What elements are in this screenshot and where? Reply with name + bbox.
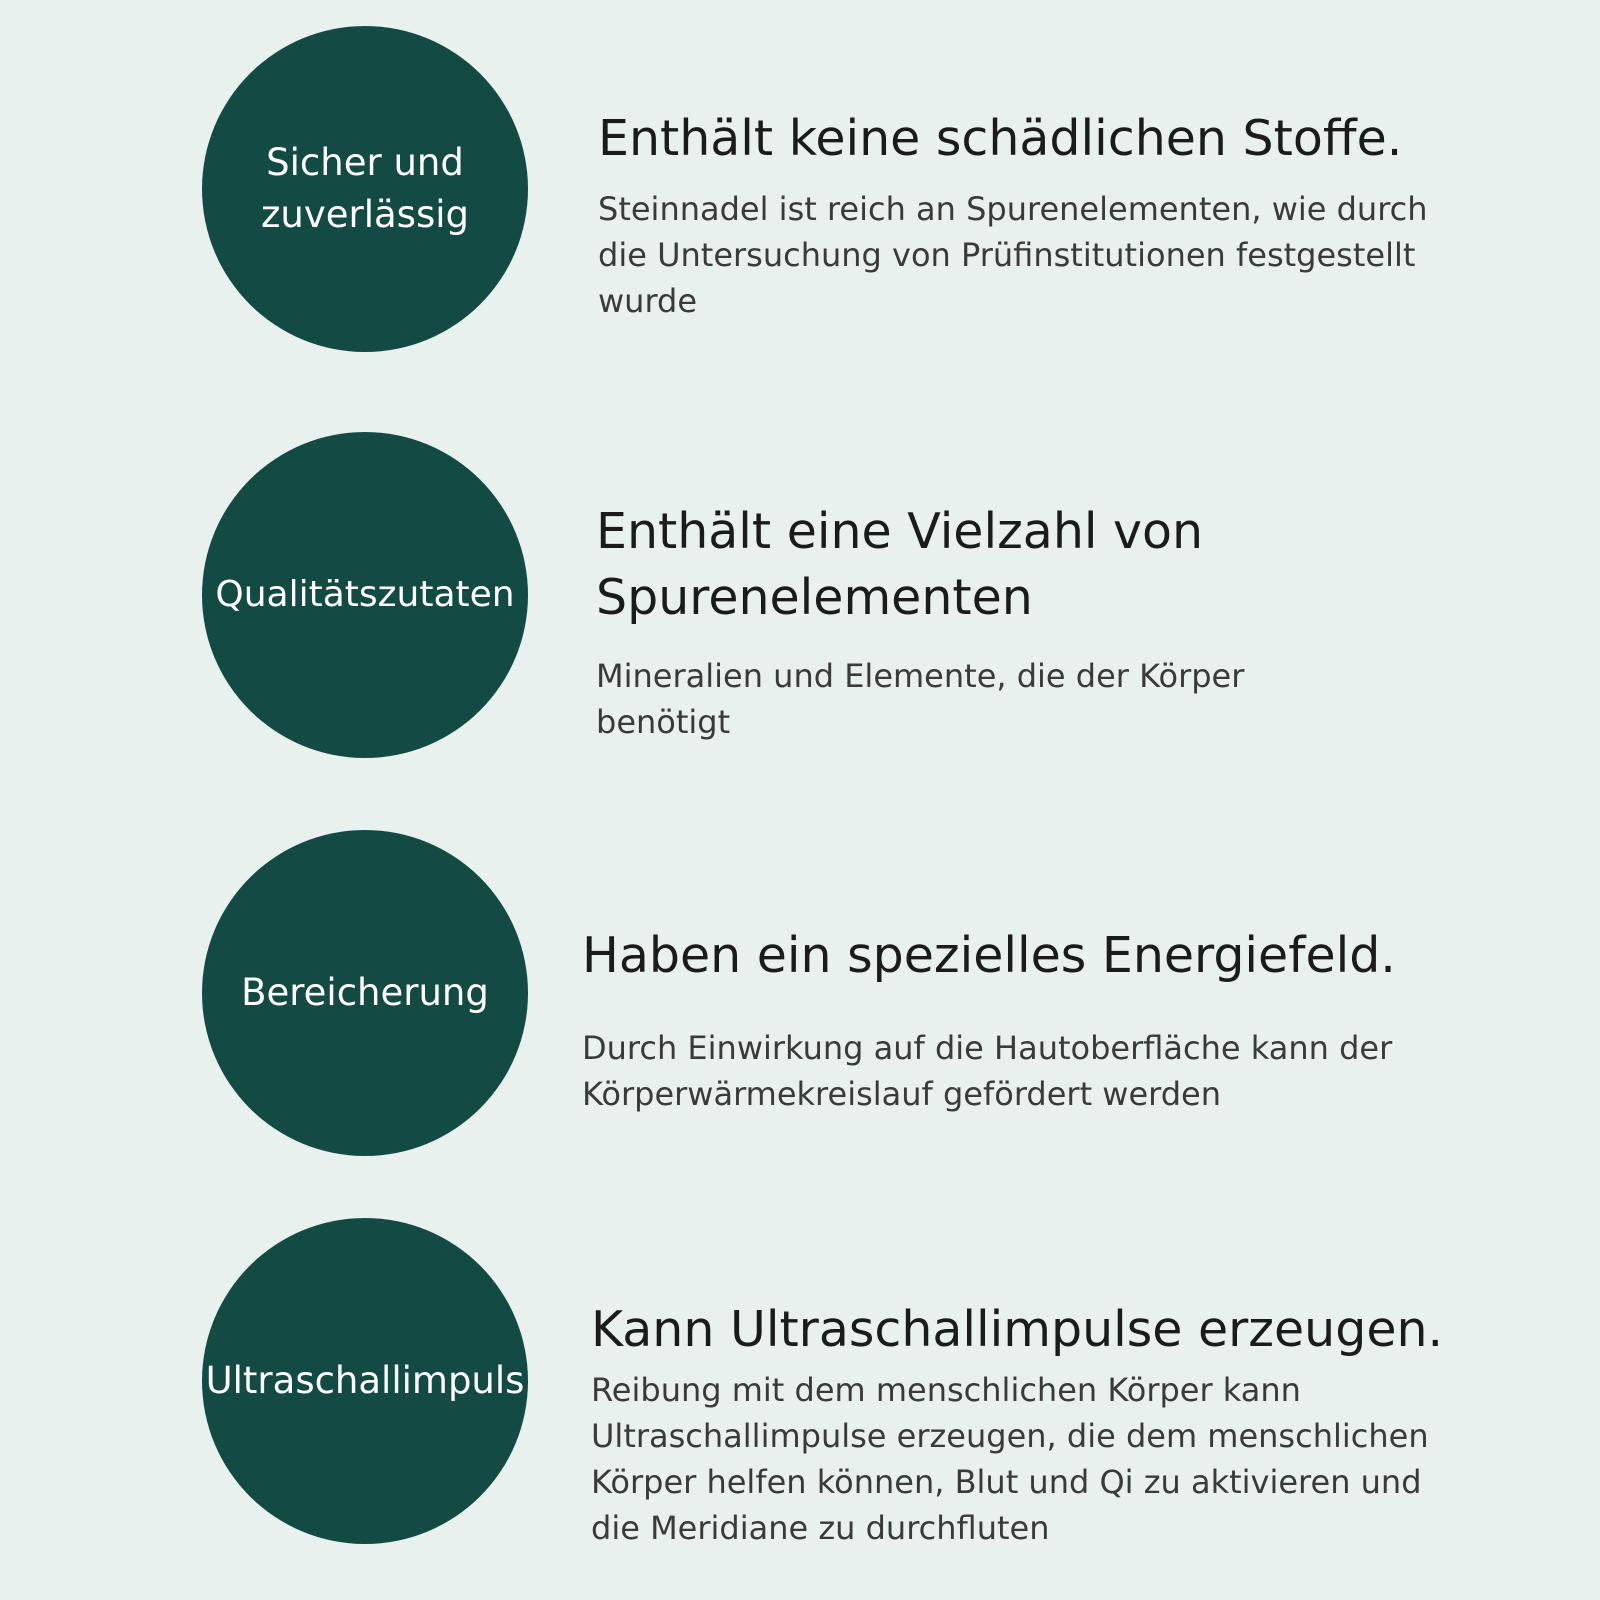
feature-description: Mineralien und Elemente, die der Körper benötigt	[596, 657, 1245, 741]
feature-description: Durch Einwirkung auf die Hautoberfläche kann der Körperwärmekreislauf gefördert werden	[582, 1029, 1393, 1113]
feature-text	[582, 923, 1462, 1117]
feature-text	[591, 1297, 1471, 1551]
feature-badge: Qualitätszutaten	[202, 432, 528, 758]
feature-badge: Ultraschallimpuls	[202, 1218, 528, 1544]
feature-title: Kann Ultraschallimpulse erzeugen.	[591, 1301, 1444, 1358]
feature-badge: Bereicherung	[202, 830, 528, 1156]
feature-description: Steinnadel ist reich an Spurenelementen, wie durch die Untersuchung von Prüfinstitutionen festgestellt wurde	[598, 190, 1428, 320]
feature-title: Enthält eine Vielzahl von Spurenelementen	[596, 503, 1204, 626]
feature-title: Enthält keine schädlichen Stoffe.	[598, 110, 1403, 167]
feature-text	[598, 106, 1478, 324]
feature-text	[596, 499, 1296, 745]
feature-title: Haben ein spezielles Energiefeld.	[582, 927, 1396, 984]
feature-description: Reibung mit dem menschlichen Körper kann Ultraschallimpulse erzeugen, die dem menschlichen Körper helfen können, Blut und Qi zu aktivieren und die Meridiane zu durchfluten	[591, 1371, 1429, 1547]
feature-badge: Sicher und zuverlässig	[202, 26, 528, 352]
